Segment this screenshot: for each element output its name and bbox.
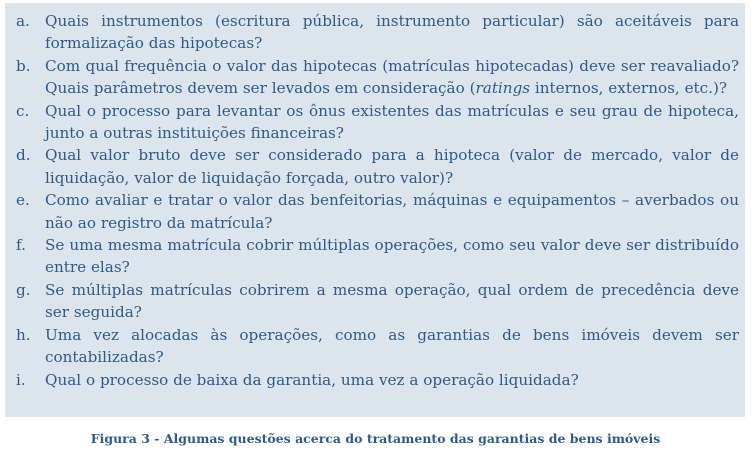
questions-panel xyxy=(5,3,745,417)
question-item-a xyxy=(5,10,745,55)
question-letter: c. xyxy=(16,101,30,120)
question-letter: e. xyxy=(16,191,30,210)
question-text: Qual valor bruto deve ser considerado para a hipoteca (valor de mercado, valor de liquidação, valor de liquidação forçada, outro valor)? xyxy=(45,146,739,187)
figure-caption: Figura 3 - Algumas questões acerca do tratamento das garantias de bens imóveis xyxy=(90,431,661,446)
question-text: internos, externos, etc.)? xyxy=(530,79,728,98)
question-item-i xyxy=(5,369,745,391)
question-text: Qual o processo de baixa da garantia, uma vez a operação liquidada? xyxy=(45,370,579,389)
question-text: Com qual frequência o valor das hipotecas (matrículas hipotecadas) deve ser reavaliado? Quais parâmetros devem ser levados em consideração ( xyxy=(45,56,739,98)
question-list xyxy=(5,10,745,391)
question-item-g xyxy=(5,279,745,324)
question-text: Quais instrumentos (escritura pública, instrumento particular) são aceitáveis para formalização das hipotecas? xyxy=(45,12,739,53)
question-letter: b. xyxy=(16,56,31,75)
question-item-b xyxy=(5,55,745,100)
question-text: Se múltiplas matrículas cobrirem a mesma operação, qual ordem de precedência deve ser seguida? xyxy=(45,280,739,322)
question-letter: i. xyxy=(16,370,26,389)
question-text-italic: ratings xyxy=(475,79,531,98)
question-letter: d. xyxy=(16,146,31,165)
question-item-h xyxy=(5,324,745,369)
question-item-f xyxy=(5,234,745,279)
question-item-e xyxy=(5,189,745,234)
question-letter: g. xyxy=(16,280,31,299)
question-letter: f. xyxy=(16,236,26,255)
question-text: Se uma mesma matrícula cobrir múltiplas operações, como seu valor deve ser distribuído entre elas? xyxy=(45,236,739,277)
question-text: Uma vez alocadas às operações, como as garantias de bens imóveis devem ser contabilizadas? xyxy=(45,325,739,367)
question-item-d xyxy=(5,144,745,189)
question-item-c xyxy=(5,100,745,145)
question-text: Qual o processo para levantar os ônus existentes das matrículas e seu grau de hipoteca, junto a outras instituições financeiras? xyxy=(45,101,739,143)
question-letter: a. xyxy=(16,12,30,30)
question-text: Como avaliar e tratar o valor das benfeitorias, máquinas e equipamentos – averbados ou não ao registro da matrícula? xyxy=(45,191,739,232)
question-letter: h. xyxy=(16,325,31,344)
